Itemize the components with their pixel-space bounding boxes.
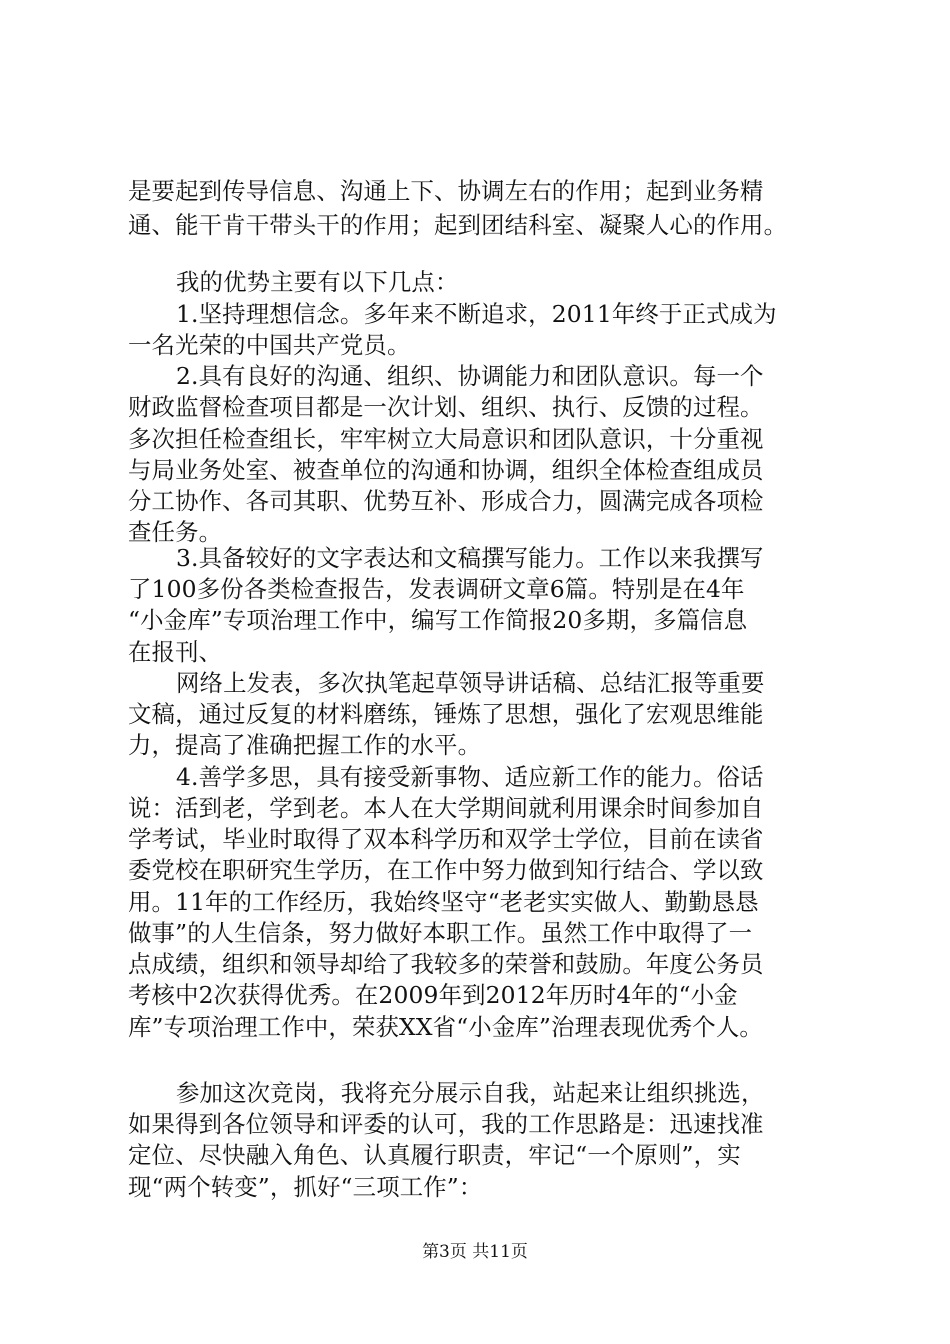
text-line: 库”专项治理工作中，荣获XX省“小金库”治理表现优秀个人。 [128, 1013, 763, 1041]
text-line: 定位、尽快融入角色、认真履行职责，牢记“一个原则”，实 [128, 1141, 741, 1169]
text-line: 我的优势主要有以下几点： [176, 268, 459, 296]
text-line: 如果得到各位领导和评委的认可，我的工作思路是：迅速找准 [128, 1110, 764, 1138]
text-line: 一名光荣的中国共产党员。 [128, 331, 411, 359]
text-line: 通、能干肯干带头干的作用；起到团结科室、凝聚人心的作用。 [128, 211, 788, 239]
text-line: 力，提高了准确把握工作的水平。 [128, 731, 482, 759]
text-line: 点成绩，组织和领导却给了我较多的荣誉和鼓励。年度公务员 [128, 950, 764, 978]
text-line: 查任务。 [128, 518, 223, 546]
text-line: 与局业务处室、被查单位的沟通和协调，组织全体检查组成员 [128, 456, 764, 484]
text-line: 参加这次竞岗，我将充分展示自我，站起来让组织挑选， [176, 1079, 765, 1107]
text-line: 多次担任检查组长，牢牢树立大局意识和团队意识，十分重视 [128, 425, 764, 453]
text-line: 分工协作、各司其职、优势互补、形成合力，圆满完成各项检 [128, 487, 764, 515]
text-line: 财政监督检查项目都是一次计划、组织、执行、反馈的过程。 [128, 393, 764, 421]
text-line: 是要起到传导信息、沟通上下、协调左右的作用；起到业务精 [128, 177, 764, 205]
text-line: 在报刊、 [128, 638, 223, 666]
text-line: 做事”的人生信条，努力做好本职工作。虽然工作中取得了一 [128, 919, 753, 947]
text-line: 学考试，毕业时取得了双本科学历和双学士学位，目前在读省 [128, 825, 764, 853]
text-line: 1.坚持理想信念。多年来不断追求，2011年终于正式成为 [176, 300, 777, 328]
text-line: 现“两个转变”，抓好“三项工作”： [128, 1173, 483, 1201]
text-line: 委党校在职研究生学历，在工作中努力做到知行结合、学以致 [128, 856, 764, 884]
text-line: 网络上发表，多次执笔起草领导讲话稿、总结汇报等重要 [176, 669, 765, 697]
page-number-footer: 第3页 共11页 [422, 1242, 528, 1262]
text-line: 考核中2次获得优秀。在2009年到2012年历时4年的“小金 [128, 981, 738, 1009]
text-line: 用。11年的工作经历，我始终坚守“老老实实做人、勤勤恳恳 [128, 888, 759, 916]
text-line: 了100多份各类检查报告，发表调研文章6篇。特别是在4年 [128, 575, 745, 603]
text-line: “小金库”专项治理工作中，编写工作简报20多期，多篇信息 [128, 606, 748, 634]
text-line: 说：活到老，学到老。本人在大学期间就利用课余时间参加自 [128, 794, 764, 822]
text-line: 文稿，通过反复的材料磨练，锤炼了思想，强化了宏观思维能 [128, 700, 764, 728]
text-line: 4.善学多思，具有接受新事物、适应新工作的能力。俗话 [176, 763, 764, 791]
text-line: 3.具备较好的文字表达和文稿撰写能力。工作以来我撰写 [176, 544, 764, 572]
text-line: 2.具有良好的沟通、组织、协调能力和团队意识。每一个 [176, 362, 764, 390]
